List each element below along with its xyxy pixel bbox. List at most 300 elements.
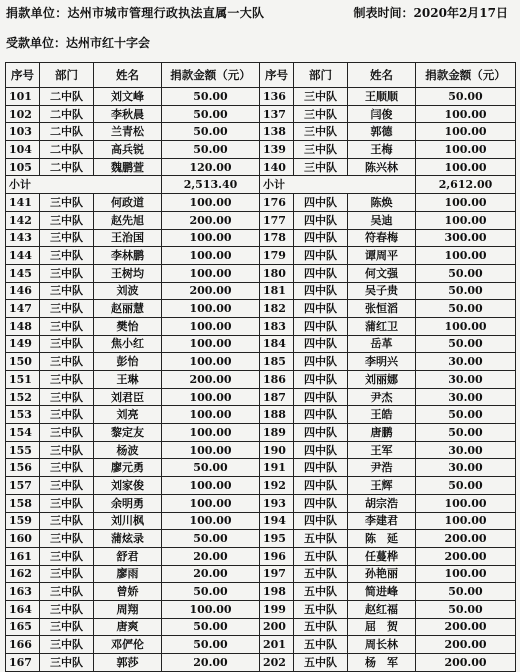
dept-left: 二中队	[40, 123, 94, 141]
name-right: 王辉	[348, 477, 416, 495]
subtotal-value-right: 2,612.00	[416, 176, 516, 194]
name-left: 周翔	[94, 600, 162, 618]
col-header: 姓名	[348, 63, 416, 88]
dept-right: 三中队	[294, 158, 348, 176]
name-left: 彭怡	[94, 353, 162, 371]
recipient-unit: 受款单位：达州市红十字会	[6, 36, 151, 50]
amount-right: 50.00	[416, 477, 516, 495]
col-header: 捐款金额（元）	[162, 63, 260, 88]
dept-right: 三中队	[294, 88, 348, 106]
amount-left: 100.00	[162, 353, 260, 371]
dept-left: 三中队	[40, 371, 94, 389]
name-left: 王树均	[94, 264, 162, 282]
amount-right: 50.00	[416, 335, 516, 353]
dept-right: 五中队	[294, 618, 348, 636]
amount-right: 100.00	[416, 158, 516, 176]
name-right: 岳革	[348, 335, 416, 353]
amount-right: 30.00	[416, 459, 516, 477]
table-row	[6, 530, 516, 548]
name-left: 曾娇	[94, 583, 162, 601]
row-no-right: 138	[260, 123, 294, 141]
dept-left: 三中队	[40, 300, 94, 318]
dept-right: 四中队	[294, 282, 348, 300]
dept-left: 三中队	[40, 229, 94, 247]
row-no-right: 198	[260, 583, 294, 601]
name-left: 黎定友	[94, 424, 162, 442]
row-no-left: 157	[6, 477, 40, 495]
name-right: 陈焕	[348, 194, 416, 212]
dept-left: 二中队	[40, 88, 94, 106]
table-row	[6, 247, 516, 265]
amount-left: 200.00	[162, 211, 260, 229]
row-no-left: 161	[6, 547, 40, 565]
dept-right: 四中队	[294, 317, 348, 335]
amount-left: 100.00	[162, 317, 260, 335]
table-date: 制表时间：2020年2月17日	[353, 6, 508, 20]
name-right: 闫俊	[348, 105, 416, 123]
amount-left: 100.00	[162, 229, 260, 247]
dept-right: 五中队	[294, 600, 348, 618]
name-right: 郭德	[348, 123, 416, 141]
name-left: 郭莎	[94, 654, 162, 672]
table-row	[6, 477, 516, 495]
row-no-left: 164	[6, 600, 40, 618]
row-no-left: 160	[6, 530, 40, 548]
row-no-right: 199	[260, 600, 294, 618]
name-right: 王军	[348, 441, 416, 459]
name-left: 樊怡	[94, 317, 162, 335]
name-right: 王皓	[348, 406, 416, 424]
row-no-left: 151	[6, 371, 40, 389]
rows-bottom	[6, 194, 516, 672]
dept-right: 四中队	[294, 211, 348, 229]
row-no-right: 185	[260, 353, 294, 371]
dept-right: 四中队	[294, 353, 348, 371]
dept-right: 四中队	[294, 406, 348, 424]
row-no-left: 104	[6, 141, 40, 159]
name-right: 张恒滔	[348, 300, 416, 318]
table-row	[6, 282, 516, 300]
row-no-left: 154	[6, 424, 40, 442]
name-left: 廖元勇	[94, 459, 162, 477]
subtotal-section	[6, 176, 516, 194]
dept-left: 三中队	[40, 654, 94, 672]
name-left: 赵先旭	[94, 211, 162, 229]
amount-left: 200.00	[162, 282, 260, 300]
row-no-left: 162	[6, 565, 40, 583]
name-left: 邓俨伦	[94, 636, 162, 654]
table-row	[6, 353, 516, 371]
table-row	[6, 229, 516, 247]
dept-right: 四中队	[294, 247, 348, 265]
name-left: 高兵锐	[94, 141, 162, 159]
subtotal-value-left: 2,513.40	[162, 176, 260, 194]
row-no-right: 201	[260, 636, 294, 654]
row-no-left: 144	[6, 247, 40, 265]
table-row	[6, 583, 516, 601]
amount-left: 100.00	[162, 512, 260, 530]
subtotal-label-left: 小计	[6, 176, 162, 194]
row-no-left: 141	[6, 194, 40, 212]
row-no-right: 178	[260, 229, 294, 247]
dept-left: 三中队	[40, 441, 94, 459]
table-row	[6, 141, 516, 159]
amount-left: 100.00	[162, 247, 260, 265]
row-no-left: 102	[6, 105, 40, 123]
dept-left: 三中队	[40, 424, 94, 442]
amount-right: 100.00	[416, 565, 516, 583]
row-no-left: 167	[6, 654, 40, 672]
dept-right: 五中队	[294, 547, 348, 565]
name-left: 王琳	[94, 371, 162, 389]
amount-right: 200.00	[416, 530, 516, 548]
table-row	[6, 565, 516, 583]
amount-right: 100.00	[416, 494, 516, 512]
amount-right: 50.00	[416, 424, 516, 442]
name-left: 刘君臣	[94, 388, 162, 406]
row-no-right: 186	[260, 371, 294, 389]
row-no-right: 202	[260, 654, 294, 672]
row-no-right: 140	[260, 158, 294, 176]
amount-left: 120.00	[162, 158, 260, 176]
row-no-right: 177	[260, 211, 294, 229]
name-right: 周长林	[348, 636, 416, 654]
amount-left: 100.00	[162, 494, 260, 512]
name-left: 李林鹏	[94, 247, 162, 265]
amount-left: 100.00	[162, 406, 260, 424]
name-right: 吴迪	[348, 211, 416, 229]
row-no-right: 195	[260, 530, 294, 548]
table-row	[6, 494, 516, 512]
table-row	[6, 335, 516, 353]
amount-left: 100.00	[162, 388, 260, 406]
name-left: 王治国	[94, 229, 162, 247]
amount-left: 50.00	[162, 583, 260, 601]
amount-right: 50.00	[416, 583, 516, 601]
row-no-left: 166	[6, 636, 40, 654]
amount-left: 100.00	[162, 300, 260, 318]
dept-left: 三中队	[40, 317, 94, 335]
row-no-right: 182	[260, 300, 294, 318]
dept-right: 四中队	[294, 477, 348, 495]
amount-left: 50.00	[162, 88, 260, 106]
table-row	[6, 618, 516, 636]
dept-left: 三中队	[40, 335, 94, 353]
table-row	[6, 211, 516, 229]
name-right: 何文强	[348, 264, 416, 282]
dept-left: 三中队	[40, 565, 94, 583]
dept-right: 四中队	[294, 388, 348, 406]
row-no-right: 179	[260, 247, 294, 265]
name-right: 符春梅	[348, 229, 416, 247]
dept-right: 四中队	[294, 459, 348, 477]
amount-right: 50.00	[416, 300, 516, 318]
row-no-left: 152	[6, 388, 40, 406]
name-right: 陈兴林	[348, 158, 416, 176]
table-row	[6, 512, 516, 530]
name-left: 杨波	[94, 441, 162, 459]
dept-right: 五中队	[294, 530, 348, 548]
amount-right: 30.00	[416, 441, 516, 459]
name-right: 尹杰	[348, 388, 416, 406]
name-left: 刘波	[94, 282, 162, 300]
row-no-left: 143	[6, 229, 40, 247]
dept-left: 二中队	[40, 141, 94, 159]
amount-right: 50.00	[416, 88, 516, 106]
row-no-left: 150	[6, 353, 40, 371]
row-no-right: 192	[260, 477, 294, 495]
row-no-right: 181	[260, 282, 294, 300]
name-right: 赵红福	[348, 600, 416, 618]
name-left: 刘亮	[94, 406, 162, 424]
name-right: 任蔓桦	[348, 547, 416, 565]
name-right: 蒲红卫	[348, 317, 416, 335]
name-right: 陈 延	[348, 530, 416, 548]
row-no-left: 103	[6, 123, 40, 141]
dept-right: 五中队	[294, 636, 348, 654]
name-left: 焦小红	[94, 335, 162, 353]
name-left: 刘川枫	[94, 512, 162, 530]
amount-right: 30.00	[416, 388, 516, 406]
name-right: 王顺顺	[348, 88, 416, 106]
dept-left: 三中队	[40, 282, 94, 300]
name-right: 李建君	[348, 512, 416, 530]
name-left: 赵丽慧	[94, 300, 162, 318]
donor-unit: 捐款单位：达州市城市管理行政执法直属一大队	[6, 6, 265, 20]
dept-left: 三中队	[40, 459, 94, 477]
row-no-right: 183	[260, 317, 294, 335]
table-row	[6, 636, 516, 654]
row-no-right: 176	[260, 194, 294, 212]
dept-right: 四中队	[294, 335, 348, 353]
row-no-right: 188	[260, 406, 294, 424]
amount-right: 200.00	[416, 636, 516, 654]
dept-left: 三中队	[40, 211, 94, 229]
name-right: 王梅	[348, 141, 416, 159]
row-no-right: 137	[260, 105, 294, 123]
subtotal-row	[6, 176, 516, 194]
row-no-right: 200	[260, 618, 294, 636]
amount-left: 20.00	[162, 565, 260, 583]
dept-right: 三中队	[294, 105, 348, 123]
table-row	[6, 406, 516, 424]
table-row	[6, 264, 516, 282]
amount-right: 100.00	[416, 105, 516, 123]
row-no-left: 101	[6, 88, 40, 106]
row-no-right: 190	[260, 441, 294, 459]
col-header: 部门	[40, 63, 94, 88]
row-no-right: 194	[260, 512, 294, 530]
table-row	[6, 600, 516, 618]
row-no-left: 149	[6, 335, 40, 353]
name-left: 舒君	[94, 547, 162, 565]
amount-right: 30.00	[416, 371, 516, 389]
row-no-left: 142	[6, 211, 40, 229]
dept-left: 三中队	[40, 530, 94, 548]
table-row	[6, 459, 516, 477]
subtotal-label-right: 小计	[260, 176, 416, 194]
amount-right: 200.00	[416, 654, 516, 672]
name-right: 屈 贺	[348, 618, 416, 636]
row-no-left: 156	[6, 459, 40, 477]
row-no-right: 197	[260, 565, 294, 583]
amount-right: 50.00	[416, 600, 516, 618]
row-no-left: 158	[6, 494, 40, 512]
table-row	[6, 388, 516, 406]
table-row	[6, 371, 516, 389]
name-right: 简进峰	[348, 583, 416, 601]
row-no-right: 191	[260, 459, 294, 477]
row-no-left: 165	[6, 618, 40, 636]
dept-left: 三中队	[40, 353, 94, 371]
dept-left: 三中队	[40, 264, 94, 282]
amount-right: 200.00	[416, 618, 516, 636]
table-row	[6, 194, 516, 212]
dept-left: 三中队	[40, 194, 94, 212]
dept-right: 三中队	[294, 141, 348, 159]
dept-right: 四中队	[294, 300, 348, 318]
name-right: 孙艳丽	[348, 565, 416, 583]
amount-right: 100.00	[416, 512, 516, 530]
row-no-left: 148	[6, 317, 40, 335]
amount-right: 100.00	[416, 247, 516, 265]
dept-right: 五中队	[294, 583, 348, 601]
amount-right: 200.00	[416, 547, 516, 565]
name-left: 余明勇	[94, 494, 162, 512]
amount-left: 100.00	[162, 335, 260, 353]
row-no-right: 136	[260, 88, 294, 106]
amount-left: 100.00	[162, 441, 260, 459]
col-header: 部门	[294, 63, 348, 88]
amount-left: 100.00	[162, 264, 260, 282]
name-right: 刘丽娜	[348, 371, 416, 389]
amount-right: 300.00	[416, 229, 516, 247]
name-right: 胡宗浩	[348, 494, 416, 512]
row-no-left: 146	[6, 282, 40, 300]
dept-left: 三中队	[40, 406, 94, 424]
dept-left: 三中队	[40, 618, 94, 636]
dept-right: 四中队	[294, 441, 348, 459]
row-no-left: 147	[6, 300, 40, 318]
amount-right: 100.00	[416, 123, 516, 141]
amount-right: 100.00	[416, 141, 516, 159]
dept-left: 三中队	[40, 600, 94, 618]
name-left: 刘文峰	[94, 88, 162, 106]
row-no-left: 105	[6, 158, 40, 176]
name-right: 吴子贵	[348, 282, 416, 300]
dept-left: 三中队	[40, 477, 94, 495]
row-no-right: 180	[260, 264, 294, 282]
name-right: 尹浩	[348, 459, 416, 477]
name-right: 李明兴	[348, 353, 416, 371]
amount-right: 50.00	[416, 406, 516, 424]
amount-left: 100.00	[162, 600, 260, 618]
dept-left: 三中队	[40, 388, 94, 406]
table-row	[6, 424, 516, 442]
dept-right: 四中队	[294, 264, 348, 282]
dept-right: 四中队	[294, 229, 348, 247]
row-no-left: 155	[6, 441, 40, 459]
col-header: 捐款金额（元）	[416, 63, 516, 88]
name-right: 谭周平	[348, 247, 416, 265]
amount-left: 20.00	[162, 654, 260, 672]
name-left: 刘家俊	[94, 477, 162, 495]
amount-left: 20.00	[162, 547, 260, 565]
table-row	[6, 300, 516, 318]
dept-right: 三中队	[294, 123, 348, 141]
name-left: 魏鹏萱	[94, 158, 162, 176]
row-no-right: 187	[260, 388, 294, 406]
rows-top	[6, 88, 516, 176]
amount-left: 50.00	[162, 123, 260, 141]
amount-right: 30.00	[416, 353, 516, 371]
col-header: 序号	[6, 63, 40, 88]
row-no-right: 196	[260, 547, 294, 565]
name-left: 何政道	[94, 194, 162, 212]
amount-right: 100.00	[416, 211, 516, 229]
col-header: 姓名	[94, 63, 162, 88]
name-left: 兰青松	[94, 123, 162, 141]
amount-left: 50.00	[162, 105, 260, 123]
name-left: 廖雨	[94, 565, 162, 583]
amount-right: 100.00	[416, 317, 516, 335]
name-right: 杨 军	[348, 654, 416, 672]
dept-right: 五中队	[294, 565, 348, 583]
row-no-left: 159	[6, 512, 40, 530]
dept-left: 二中队	[40, 158, 94, 176]
amount-left: 50.00	[162, 618, 260, 636]
amount-left: 100.00	[162, 477, 260, 495]
dept-right: 四中队	[294, 371, 348, 389]
dept-left: 三中队	[40, 636, 94, 654]
amount-left: 100.00	[162, 194, 260, 212]
amount-left: 50.00	[162, 459, 260, 477]
amount-left: 50.00	[162, 530, 260, 548]
amount-right: 50.00	[416, 282, 516, 300]
row-no-right: 184	[260, 335, 294, 353]
name-right: 唐鹏	[348, 424, 416, 442]
amount-left: 50.00	[162, 141, 260, 159]
donation-table	[5, 62, 516, 672]
dept-left: 三中队	[40, 547, 94, 565]
row-no-right: 139	[260, 141, 294, 159]
table-row	[6, 158, 516, 176]
dept-left: 三中队	[40, 583, 94, 601]
table-row	[6, 105, 516, 123]
dept-right: 五中队	[294, 654, 348, 672]
dept-left: 三中队	[40, 247, 94, 265]
amount-right: 100.00	[416, 194, 516, 212]
dept-left: 三中队	[40, 512, 94, 530]
dept-right: 四中队	[294, 494, 348, 512]
row-no-right: 193	[260, 494, 294, 512]
row-no-left: 145	[6, 264, 40, 282]
col-header: 序号	[260, 63, 294, 88]
table-row	[6, 123, 516, 141]
dept-right: 四中队	[294, 194, 348, 212]
name-left: 李秋晨	[94, 105, 162, 123]
header-row	[6, 63, 516, 88]
name-left: 蒲炫录	[94, 530, 162, 548]
row-no-left: 163	[6, 583, 40, 601]
table-row	[6, 547, 516, 565]
dept-left: 三中队	[40, 494, 94, 512]
dept-right: 四中队	[294, 424, 348, 442]
dept-right: 四中队	[294, 512, 348, 530]
table-row	[6, 441, 516, 459]
amount-left: 200.00	[162, 371, 260, 389]
amount-left: 50.00	[162, 636, 260, 654]
